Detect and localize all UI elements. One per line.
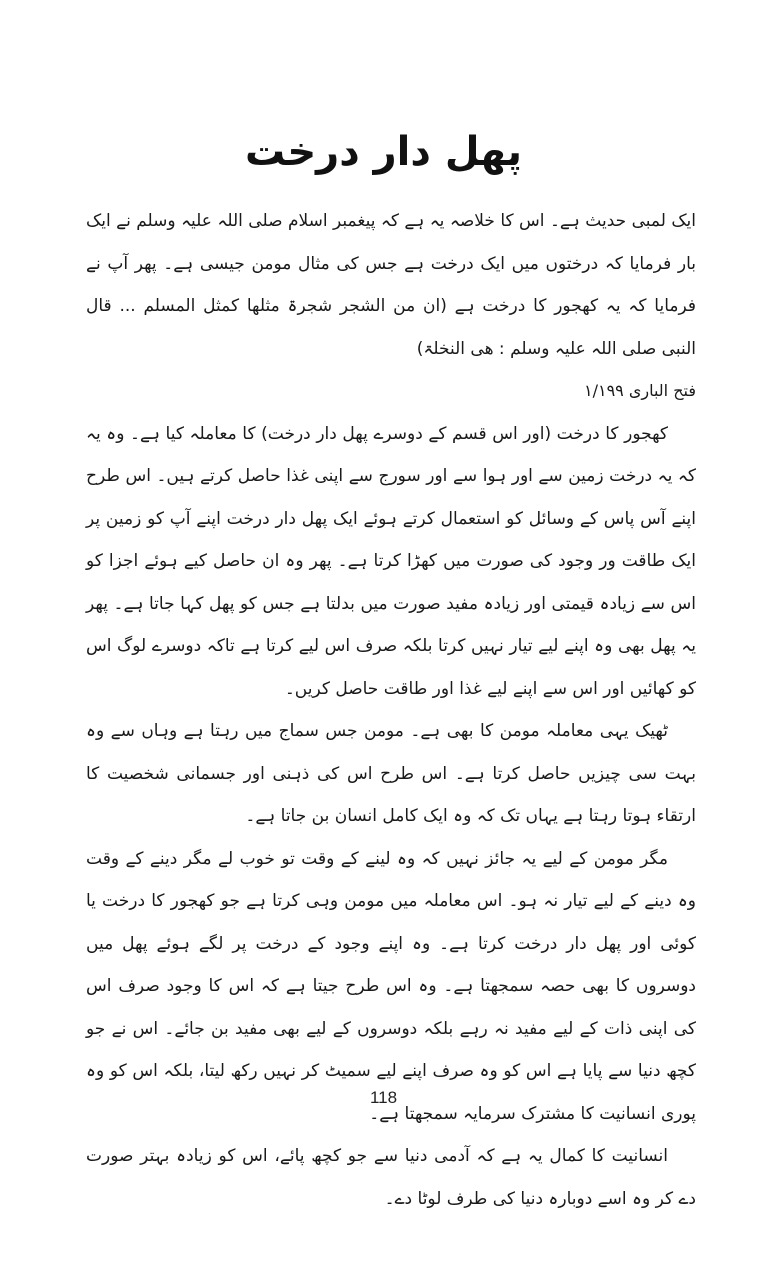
paragraph-believer: ٹھیک یہی معاملہ مومن کا بھی ہے۔ مومن جس سماج میں رہتا ہے وہاں سے وہ بہت سی چیزیں حاصل کرتا ہے۔ اس طرح اس کی ذہنی اور جسمانی شخصیت کا ارتقاء ہوتا رہتا ہے یہاں تک کہ وہ ایک کامل انسان بن جاتا ہے۔ — [86, 721, 696, 826]
paragraph-giving: مگر مومن کے لیے یہ جائز نہیں کہ وہ لینے کے وقت تو خوب لے مگر دینے کے وقت وہ دینے کے لیے تیار نہ ہو۔ اس معاملہ میں مومن وہی کرتا ہے جو کھجور کا درخت یا کوئی اور پھل دار درخت کرتا ہے۔ وہ اپنے وجود کے درخت پر لگے ہوئے پھل میں دوسروں کا بھی حصہ سمجھتا ہے۔ وہ اس طرح جیتا ہے کہ اس کا وجود صرف اس کی اپنی ذات کے لیے مفید نہ رہے بلکہ دوسروں کے لیے بھی مفید بن جائے۔ اس نے جو کچھ دنیا سے پایا ہے اس کو وہ صرف اپنے لیے سمیٹ کر نہیں رکھ لیتا، بلکہ اس کو وہ پوری انسانیت کا مشترک سرمایہ سمجھتا ہے۔ — [86, 848, 696, 1124]
paragraph-hadith: ایک لمبی حدیث ہے۔ اس کا خلاصہ یہ ہے کہ پیغمبر اسلام صلی اللہ علیہ وسلم نے ایک بار فرمایا کہ درختوں میں ایک درخت ہے جس کی مثال مومن جیسی ہے۔ پھر آپ نے فرمایا کہ یہ کھجور کا درخت ہے (ان من الشجر شجرۃ مثلھا کمثل المسلم ... قال النبی صلی اللہ علیہ وسلم : ھی النخلۃ) — [86, 211, 696, 359]
paragraph-date-palm: کھجور کا درخت (اور اس قسم کے دوسرے پھل دار درخت) کا معاملہ کیا ہے۔ وہ یہ کہ یہ درخت زمین سے اور ہوا سے اور سورج سے اپنی غذا حاصل کرتے ہیں۔ اس طرح اپنے آس پاس کے وسائل کو استعمال کرتے ہوئے ایک پھل دار درخت اپنے آپ کو زمین پر ایک طاقت ور وجود کی صورت میں کھڑا کرتا ہے۔ پھر وہ ان حاصل کیے ہوئے اجزا کو اس سے زیادہ قیمتی اور زیادہ مفید صورت میں بدلتا ہے جس کو پھل کہا جاتا ہے۔ پھر یہ پھل بھی وہ اپنے لیے تیار نہیں کرتا بلکہ صرف اس لیے کرتا ہے تاکہ دوسرے لوگ اس کو کھائیں اور اس سے اپنے لیے غذا اور طاقت حاصل کریں۔ — [86, 423, 696, 699]
paragraph-conclusion: انسانیت کا کمال یہ ہے کہ آدمی دنیا سے جو کچھ پائے، اس کو زیادہ بہتر صورت دے کر وہ اسے دوبارہ دنیا کی طرف لوٹا دے۔ — [86, 1146, 696, 1209]
citation: فتح الباری ۱/۱۹۹ — [583, 381, 696, 400]
article-body — [86, 200, 696, 1220]
page-number: 118 — [369, 1088, 398, 1107]
page-title: پھل دار درخت — [245, 129, 522, 175]
